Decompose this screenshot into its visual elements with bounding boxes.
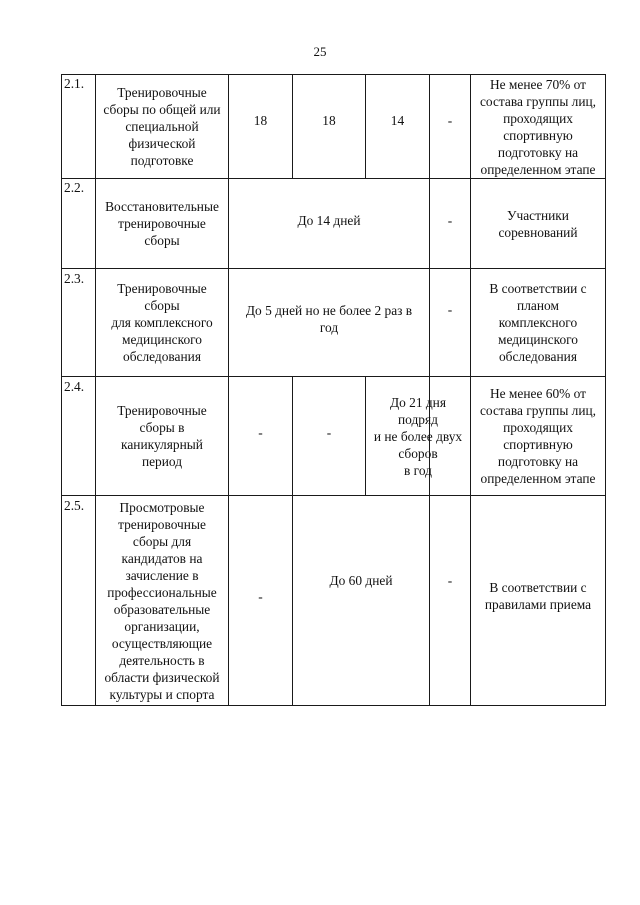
note-cell: В соответствии с планом комплексного медицинского обследования bbox=[489, 281, 587, 364]
value-cell: - bbox=[447, 572, 453, 588]
note-cell: Не менее 60% от состава группы лиц, проходящих спортивную подготовку на определенном этапе bbox=[479, 386, 597, 486]
table-border-bottom bbox=[61, 705, 606, 706]
value-cell: 14 bbox=[390, 113, 405, 128]
note-cell: Не менее 70% от состава группы лиц, проходящих спортивную подготовку на определенном этапе bbox=[479, 76, 597, 177]
value-cell: 18 bbox=[322, 113, 336, 128]
value-cell: - bbox=[326, 424, 332, 440]
camp-name: Тренировочные сборы по общей или специальной физической подготовке bbox=[103, 85, 221, 168]
value-cell: - bbox=[447, 113, 453, 128]
value-cell: - bbox=[447, 301, 453, 317]
value-cell: - bbox=[447, 213, 453, 228]
duration-cell: До 14 дней bbox=[297, 213, 361, 228]
row-number: 2.3. bbox=[64, 271, 85, 286]
row-number: 2.4. bbox=[64, 379, 85, 394]
camp-name: Тренировочные сборы для комплексного медицинского обследования bbox=[111, 281, 213, 364]
camp-name: Просмотровые тренировочные сборы для кандидатов на зачисление в профессиональные образовательные организации, осуществляющие деятельность в области физической культуры и спорта bbox=[104, 499, 220, 702]
value-cell: 18 bbox=[253, 113, 268, 128]
row-number: 2.1. bbox=[64, 76, 85, 91]
value-cell: - bbox=[258, 424, 263, 440]
row-number: 2.5. bbox=[64, 498, 85, 513]
row-number: 2.2. bbox=[64, 180, 85, 195]
duration-cell: До 21 дня подряд и не более двух сборов в год bbox=[373, 394, 463, 478]
note-cell: В соответствии с правилами приема bbox=[484, 580, 592, 612]
value-cell: - bbox=[258, 588, 263, 604]
duration-cell: До 60 дней bbox=[329, 572, 393, 588]
duration-cell: До 5 дней но не более 2 раз в год bbox=[245, 303, 413, 335]
table-border-right bbox=[605, 74, 606, 706]
camp-name: Тренировочные сборы в каникулярный период bbox=[117, 403, 207, 469]
page-number: 25 bbox=[313, 44, 327, 59]
camp-name: Восстановительные тренировочные сборы bbox=[105, 199, 219, 248]
table-border-left bbox=[61, 74, 62, 706]
note-cell: Участники соревнований bbox=[498, 207, 578, 240]
